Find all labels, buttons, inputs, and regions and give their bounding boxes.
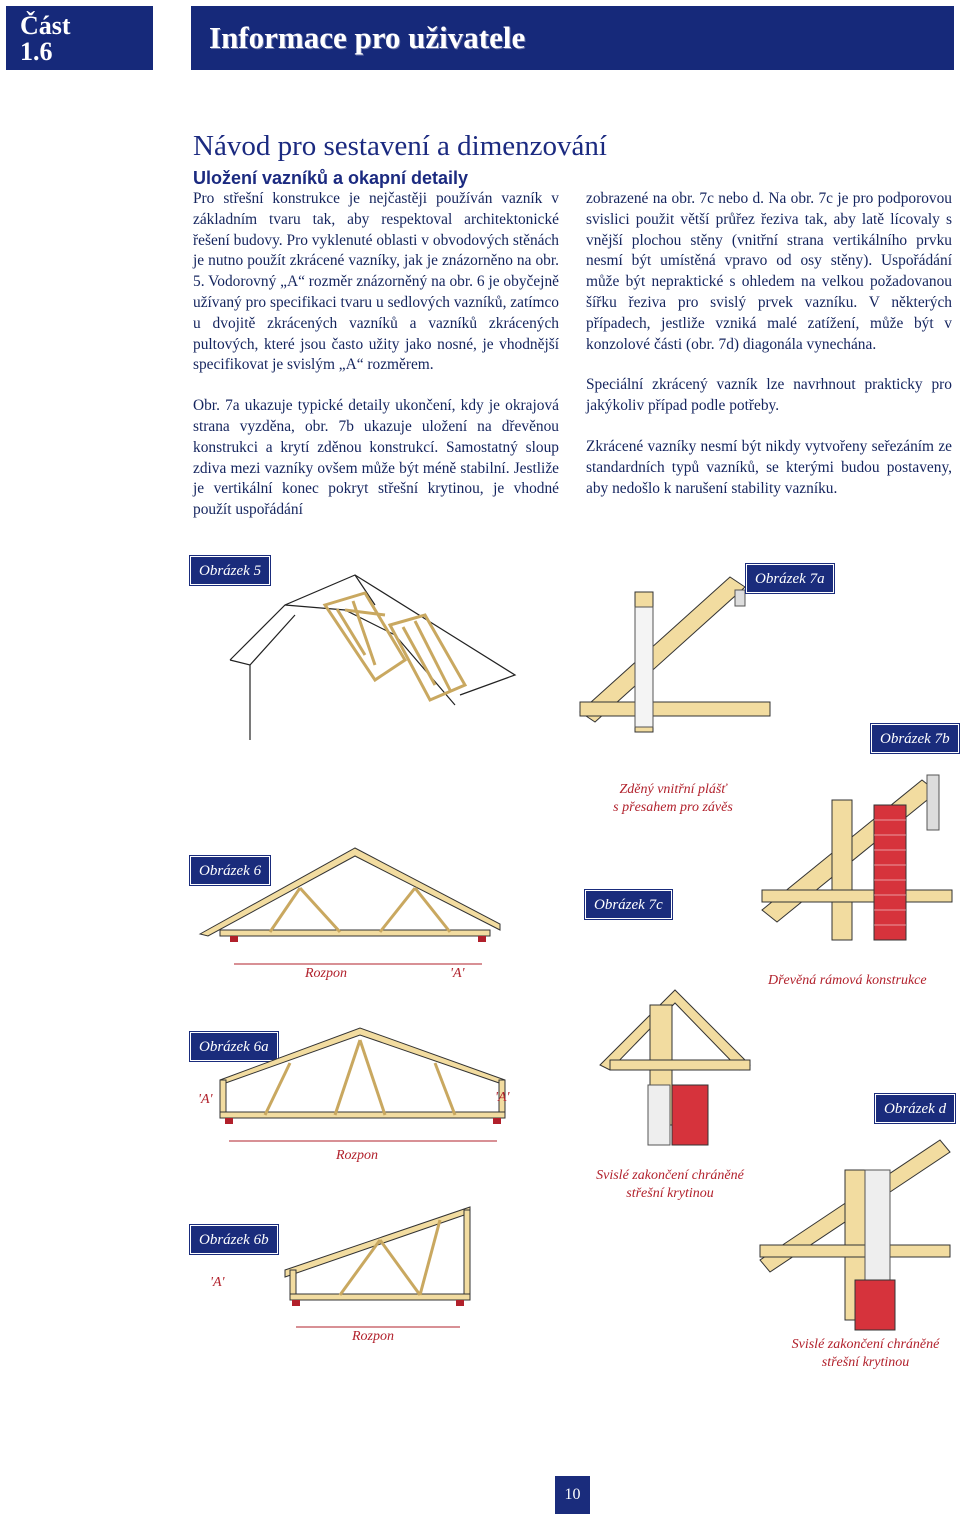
- section-title-bar: [191, 6, 954, 70]
- part-number: 1.6: [20, 37, 53, 66]
- figure-7a-eaves-drawing: [580, 562, 770, 737]
- figure-6b-span-label: Rozpon: [352, 1329, 394, 1344]
- paragraph: Speciální zkrácený vazník lze navrhnout prakticky pro jakýkoliv případ podle potřeby.: [586, 376, 952, 415]
- part-label: Část: [20, 11, 71, 40]
- figure-7c-caption: Dřevěná rámová konstrukce: [768, 973, 927, 988]
- figure-7c-bottom-caption: Svislé zakončení chráněné střešní krytinou: [596, 1168, 744, 1201]
- figure-7c-eaves-drawing: [600, 985, 760, 1155]
- figure-7b-label: Obrázek 7b: [871, 724, 959, 753]
- figure-7d-label: Obrázek d: [875, 1094, 955, 1123]
- figure-6b-truss-drawing: [280, 1205, 480, 1315]
- paragraph: Pro střešní konstrukce je nejčastěji používán vazník v základním tvaru tak, aby respektoval architektonické řešení budovy. Pro vyklenuté oblasti v obvodových stěnách je nutno použít zkrácené vazníky, jak je znázorněno na obr. 5. Vodorovný „A“ rozměr znázorněný na obr. 6 je obyčejně užívaný pro specifikaci tvaru u sedlových vazníků, zatímco u dvojitě zkrácených vazníků a vazníků zkrácených pultových, které jsou často užity jako nosné, je vhodnější specifikovat je svislým „A“ rozměrem.: [193, 190, 559, 374]
- left-text-column: [193, 189, 559, 541]
- figure-6a-label: Obrázek 6a: [190, 1032, 278, 1061]
- figure-7d-eaves-drawing: [760, 1130, 960, 1330]
- paragraph: Zkrácené vazníky nesmí být nikdy vytvořeny seřezáním ze standardních typů vazníků, se kterými budou postaveny, aby nedošlo k narušení stability vazníku.: [586, 437, 952, 497]
- figure-5-roof-drawing: [225, 565, 525, 745]
- paragraph: Obr. 7a ukazuje typické detaily ukončení, kdy je okrajová strana vyzděna, obr. 7b ukazuje uložení na dřevěnou konstrukci a krytí zděnou konstrukcí. Samostatný sloup zdiva mezi vazníky ovšem může být méně stabilní. Jestliže je vertikální konec pokryt střešní krytinou, je vhodné použít uspořádání: [193, 397, 559, 519]
- part-number-box: [6, 6, 153, 70]
- figure-7b-eaves-drawing: [762, 760, 952, 945]
- right-text-column: [586, 189, 952, 519]
- figure-7d-caption: Svislé zakončení chráněné střešní krytinou: [791, 1337, 940, 1370]
- figure-6b-a-label: 'A': [210, 1275, 225, 1290]
- figure-6a-a-left: 'A': [198, 1092, 213, 1107]
- page-number: 10: [555, 1476, 590, 1514]
- figure-6-a-label: 'A': [450, 966, 465, 981]
- figure-7b-caption: Zděný vnitřní plášť s přesahem pro závěs: [613, 782, 733, 815]
- document-subtitle: Uložení vazníků a okapní detaily: [193, 168, 469, 188]
- section-title: Informace pro uživatele: [209, 20, 526, 55]
- figure-6a-span-label: Rozpon: [336, 1148, 378, 1163]
- figure-6a-a-right: 'A': [495, 1090, 510, 1105]
- figure-6-span-label: Rozpon: [305, 966, 347, 981]
- figure-6-label: Obrázek 6: [190, 856, 270, 885]
- figure-7a-label: Obrázek 7a: [746, 564, 834, 593]
- figure-6-truss-drawing: [190, 838, 500, 958]
- figure-5-label: Obrázek 5: [190, 556, 270, 585]
- paragraph: zobrazené na obr. 7c nebo d. Na obr. 7c je pro podporovou svislici použit větší průřez řeziva tak, aby latě lícovaly s vnější plochou stěny (vnitřní strana vertikálního prvku nesmí být umístěná vpravo od osy stěny). Uspořádání může být nepraktické s ohledem na velkou požadovanou šířku řeziva pro svislý prvek vazníku. V některých případech, jestliže vzniká malé zatížení, může být v konzolové části (obr. 7d) diagonála vynechána.: [586, 190, 952, 353]
- figure-7c-label: Obrázek 7c: [585, 890, 672, 919]
- figure-6b-label: Obrázek 6b: [190, 1225, 278, 1254]
- figure-6a-truss-drawing: [195, 1025, 515, 1135]
- document-title: Návod pro sestavení a dimenzování: [193, 130, 607, 162]
